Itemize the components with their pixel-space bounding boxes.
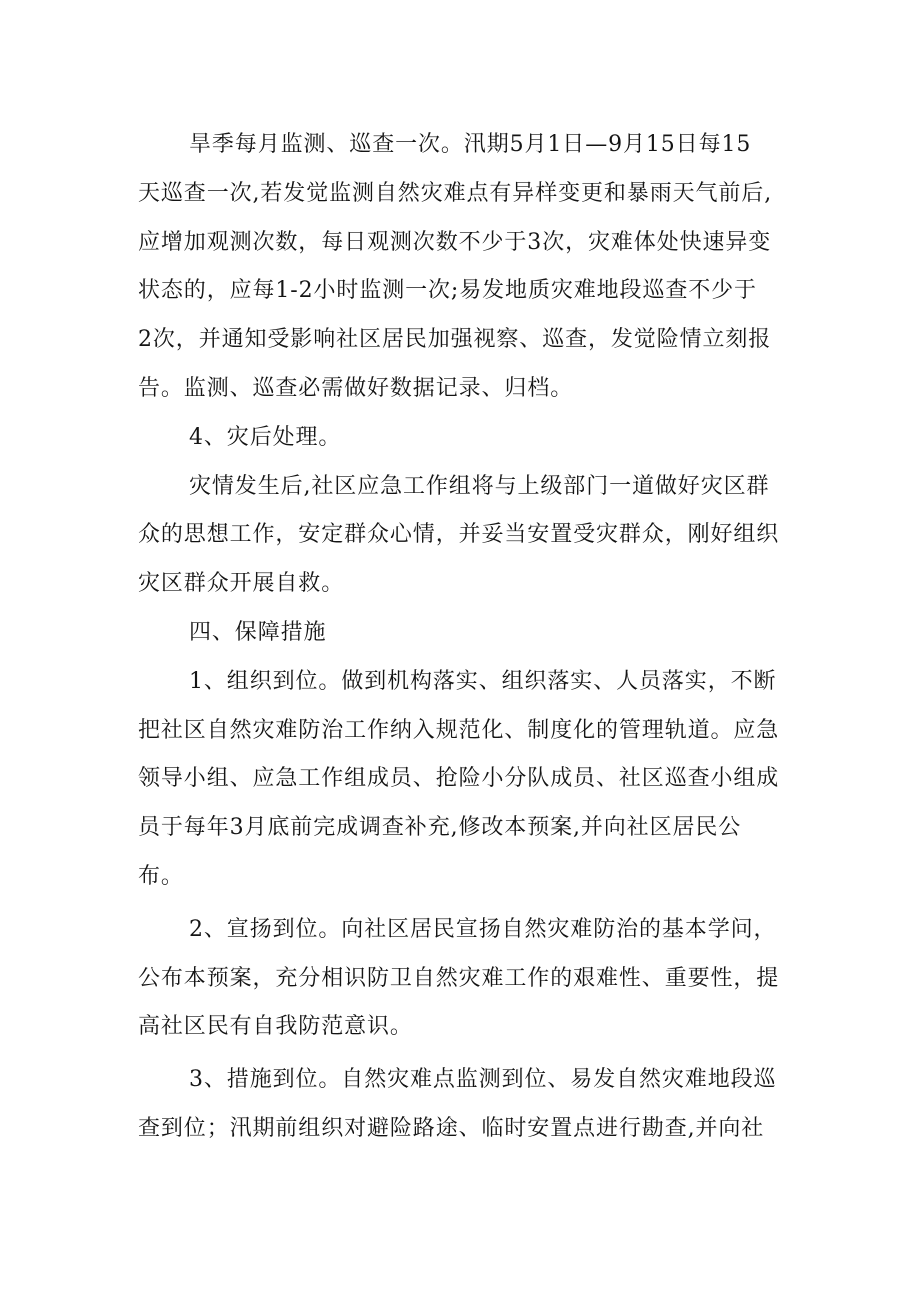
paragraph-line: 状态的，应每1-2小时监测一次;易发地质灾难地段巡查不少于: [138, 278, 757, 304]
paragraph-line: 1、组织到位。做到机构落实、组织落实、人员落实，不断: [189, 668, 777, 694]
paragraph-line: 布。: [138, 863, 184, 889]
paragraph-line: 2次，并通知受影响社区居民加强视察、巡查，发觉险情立刻报: [138, 327, 772, 353]
paragraph-line: 天巡查一次,若发觉监测自然灾难点有异样变更和暴雨天气前后,: [138, 180, 773, 206]
paragraph-line: 旱季每月监测、巡查一次。汛期5月1日—9月15日每15: [189, 132, 752, 157]
section-heading: 4、灾后处理。: [189, 424, 342, 450]
paragraph-line: 灾区群众开展自救。: [138, 571, 345, 597]
paragraph-line: 灾情发生后,社区应急工作组将与上级部门一道做好灾区群: [189, 473, 770, 499]
paragraph-line: 把社区自然灾难防治工作纳入规范化、制度化的管理轨道。应急: [138, 717, 780, 743]
paragraph-line: 查到位；汛期前组织对避险路途、临时安置点进行勘查,并向社: [138, 1115, 765, 1141]
paragraph-line: 告。监测、巡查必需做好数据记录、归档。: [138, 375, 574, 401]
paragraph-line: 领导小组、应急工作组成员、抢险小分队成员、社区巡查小组成: [138, 766, 780, 792]
paragraph-line: 众的思想工作，安定群众心情，并妥当安置受灾群众，刚好组织: [138, 522, 780, 548]
paragraph-line: 2、宣扬到位。向社区居民宣扬自然灾难防治的基本学问，: [189, 916, 777, 942]
paragraph-line: 公布本预案，充分相识防卫自然灾难工作的艰难性、重要性，提: [138, 965, 780, 991]
paragraph-line: 3、措施到位。自然灾难点监测到位、易发自然灾难地段巡: [189, 1067, 777, 1093]
section-heading: 四、保障措施: [189, 619, 327, 645]
document-body: [138, 121, 838, 1154]
paragraph-line: 高社区民有自我防范意识。: [138, 1014, 413, 1040]
paragraph-line: 员于每年3月底前完成调查补充,修改本预案,并向社区居民公: [138, 815, 742, 841]
paragraph-line: 应增加观测次数，每日观测次数不少于3次，灾难体处快速异变: [138, 229, 772, 255]
